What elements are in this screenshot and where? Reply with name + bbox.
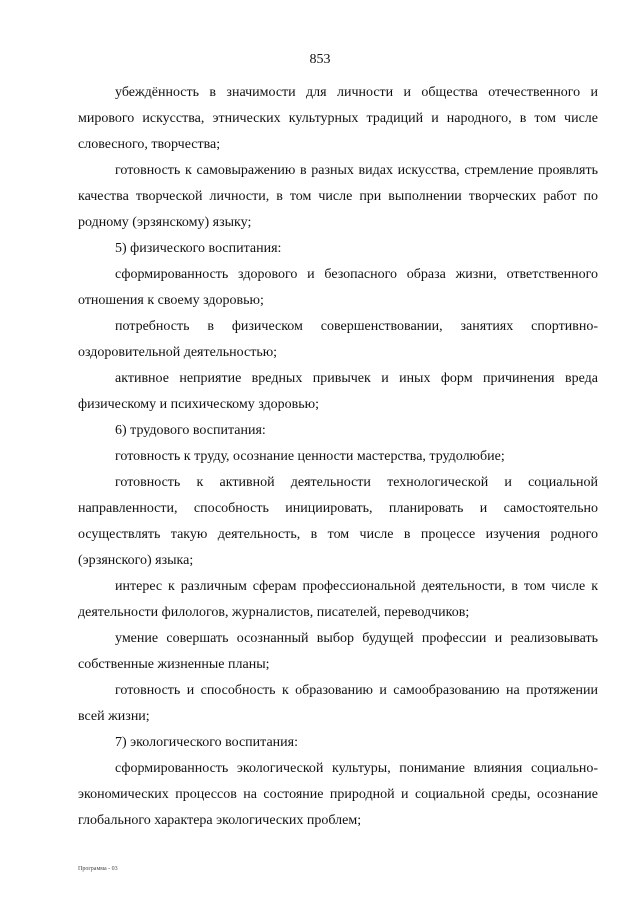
- section-heading: 6) трудового воспитания:: [115, 423, 266, 438]
- paragraph: умение совершать осознанный выбор будущей профессии и реализовывать собственные жизненные планы;: [78, 631, 598, 672]
- paragraph: потребность в физическом совершенствовании, занятиях спортивно-оздоровительной деятельностью;: [78, 319, 598, 360]
- paragraph: готовность к активной деятельности технологической и социальной направленности, способность инициировать, планировать и самостоятельно осуществлять такую деятельность, в том числе в процессе изучения родного (эрзянского) языка;: [78, 475, 598, 568]
- page-footer: Программа - 03: [78, 866, 118, 872]
- paragraph: готовность к труду, осознание ценности мастерства, трудолюбие;: [115, 449, 505, 464]
- page-number: 853: [309, 52, 331, 67]
- paragraph: активное неприятие вредных привычек и иных форм причинения вреда физическому и психическому здоровью;: [78, 371, 598, 412]
- section-heading: 7) экологического воспитания:: [115, 735, 298, 750]
- paragraph: убеждённость в значимости для личности и общества отечественного и мирового искусства, этнических культурных традиций и народного, в том числе словесного, творчества;: [78, 85, 598, 152]
- document-body: [78, 80, 598, 834]
- paragraph: сформированность экологической культуры, понимание влияния социально-экономических процессов на состояние природной и социальной среды, осознание глобального характера экологических проблем;: [78, 761, 598, 828]
- section-heading: 5) физического воспитания:: [115, 241, 282, 256]
- paragraph: сформированность здорового и безопасного образа жизни, ответственного отношения к своему здоровью;: [78, 267, 598, 308]
- paragraph: интерес к различным сферам профессиональной деятельности, в том числе к деятельности филологов, журналистов, писателей, переводчиков;: [78, 579, 598, 620]
- paragraph: готовность к самовыражению в разных видах искусства, стремление проявлять качества творческой личности, в том числе при выполнении творческих работ по родному (эрзянскому) языку;: [78, 163, 598, 230]
- paragraph: готовность и способность к образованию и самообразованию на протяжении всей жизни;: [78, 683, 598, 724]
